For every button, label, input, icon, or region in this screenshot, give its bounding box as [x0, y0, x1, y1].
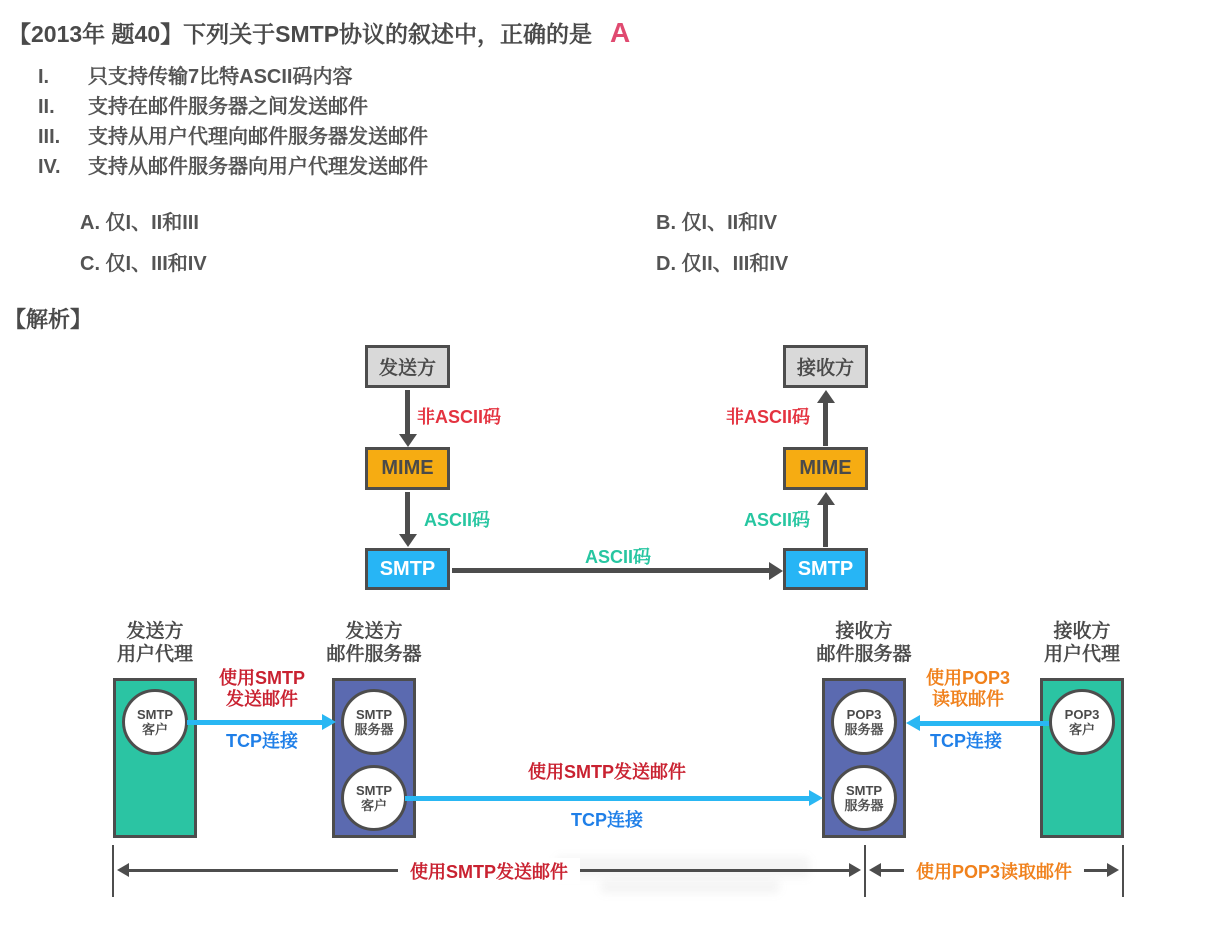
ua-to-pop3-arrow-shaft	[919, 721, 1049, 726]
pop3-client-circle-line2: 客户	[1068, 722, 1095, 737]
smtp-span-arrow	[117, 862, 861, 882]
smtp-client-circle-ua-line1: SMTP	[136, 707, 174, 722]
tcp-connection-label-2: TCP连接	[571, 810, 643, 830]
smtp-box-right: SMTP	[783, 548, 868, 590]
server-to-server-arrow-shaft	[405, 796, 810, 801]
use-pop3-read-label-line2: 读取邮件	[932, 689, 1004, 709]
statement-2-text: 支持在邮件服务器之间发送邮件	[88, 96, 368, 118]
statement-3-numeral: III.	[38, 126, 61, 148]
receiver-ua-label-line2: 用户代理	[1043, 644, 1120, 665]
smtp-server-circle-sender-line2: 服务器	[354, 722, 394, 737]
question-title	[8, 16, 630, 49]
receiver-mail-server-label	[794, 620, 934, 666]
option-c: C. 仅I、III和IV	[80, 253, 207, 275]
arrow-sender-to-mime-shaft	[405, 390, 410, 435]
smtp-server-circle-sender	[341, 689, 407, 755]
ascii-label-left: ASCII码	[424, 510, 491, 530]
sender-box: 发送方	[365, 345, 450, 388]
non-ascii-label-left: 非ASCII码	[417, 407, 502, 427]
pop3-client-circle-line1: POP3	[1064, 707, 1100, 722]
pop3-client-circle	[1049, 689, 1115, 755]
statement-2	[38, 92, 428, 122]
statement-1-numeral: I.	[38, 66, 50, 88]
ua-to-server-arrow-shaft	[187, 720, 323, 725]
pop3-server-circle-line2: 服务器	[844, 722, 884, 737]
span-tick-left	[112, 845, 114, 897]
use-pop3-read-label-line1: 使用POP3	[925, 668, 1011, 688]
pop3-server-circle	[831, 689, 897, 755]
smtp-client-circle-sender-line1: SMTP	[355, 783, 393, 798]
receiver-mail-server-label-line2: 邮件服务器	[816, 644, 912, 665]
option-a: A. 仅I、II和III	[80, 212, 199, 234]
use-smtp-send-label-1-line1: 使用SMTP	[218, 668, 306, 688]
statement-3-text: 支持从用户代理向邮件服务器发送邮件	[88, 126, 428, 148]
use-pop3-read-label	[926, 668, 1010, 710]
receiver-box: 接收方	[783, 345, 868, 388]
arrow-down-icon	[399, 534, 417, 547]
smtp-client-circle-ua-line2: 客户	[141, 722, 168, 737]
arrow-right-icon	[809, 790, 823, 806]
arrow-mime-to-smtp-shaft	[405, 492, 410, 535]
non-ascii-label-right: 非ASCII码	[726, 407, 811, 427]
span-tick-right	[1122, 845, 1124, 897]
span-tick-middle	[864, 845, 866, 897]
mime-box-left: MIME	[365, 447, 450, 490]
sender-mail-server-label-line2: 邮件服务器	[326, 644, 422, 665]
tcp-connection-label-1: TCP连接	[226, 731, 298, 751]
arrow-smtp-to-mime-shaft	[823, 504, 828, 547]
receiver-mail-server-label-line1: 接收方	[835, 621, 893, 642]
receiver-ua-label	[1012, 620, 1152, 666]
arrow-right-icon	[849, 863, 861, 877]
option-b: B. 仅I、II和IV	[656, 212, 778, 234]
smtp-span-label: 使用SMTP发送邮件	[398, 858, 580, 884]
watermark-smudge	[600, 880, 780, 894]
statement-1-text: 只支持传输7比特ASCII码内容	[88, 66, 353, 88]
arrow-right-icon	[1107, 863, 1119, 877]
smtp-client-circle-ua	[122, 689, 188, 755]
use-smtp-send-label-2: 使用SMTP发送邮件	[527, 762, 687, 782]
sender-ua-label-line2: 用户代理	[116, 644, 193, 665]
sender-ua-label	[85, 620, 225, 666]
statement-3	[38, 122, 428, 152]
sender-mail-server-label	[304, 620, 444, 666]
statement-4	[38, 152, 428, 182]
analysis-heading: 【解析】	[4, 307, 93, 332]
arrow-mime-to-receiver-shaft	[823, 402, 828, 446]
smtp-server-circle-receiver-line1: SMTP	[845, 783, 883, 798]
smtp-server-circle-receiver-line2: 服务器	[844, 798, 884, 813]
mime-box-right: MIME	[783, 447, 868, 490]
receiver-ua-label-line1: 接收方	[1053, 621, 1111, 642]
sender-ua-label-line1: 发送方	[126, 621, 184, 642]
smtp-server-circle-receiver	[831, 765, 897, 831]
pop3-span-label: 使用POP3读取邮件	[904, 858, 1084, 884]
statement-4-text: 支持从邮件服务器向用户代理发送邮件	[88, 156, 428, 178]
smtp-client-circle-sender-line2: 客户	[360, 798, 387, 813]
arrow-down-icon	[399, 434, 417, 447]
correct-answer-badge: A	[610, 16, 631, 48]
tcp-connection-label-3: TCP连接	[930, 731, 1002, 751]
statement-2-numeral: II.	[38, 96, 55, 118]
use-smtp-send-label-1-line2: 发送邮件	[225, 689, 298, 709]
statement-list	[38, 62, 428, 182]
smtp-server-circle-sender-line1: SMTP	[355, 707, 393, 722]
ascii-label-middle: ASCII码	[584, 547, 652, 567]
smtp-client-circle-sender	[341, 765, 407, 831]
smtp-box-left: SMTP	[365, 548, 450, 590]
question-title-text: 【2013年 题40】下列关于SMTP协议的叙述中，正确的是	[8, 21, 593, 47]
arrow-left-icon	[906, 715, 920, 731]
arrow-right-icon	[769, 562, 783, 580]
pop3-span-arrow	[869, 862, 1119, 882]
use-smtp-send-label-1	[219, 668, 305, 710]
statement-4-numeral: IV.	[38, 156, 61, 178]
sender-mail-server-label-line1: 发送方	[345, 621, 403, 642]
statement-1	[38, 62, 428, 92]
ascii-label-right: ASCII码	[744, 510, 811, 530]
option-d: D. 仅II、III和IV	[656, 253, 789, 275]
pop3-server-circle-line1: POP3	[846, 707, 882, 722]
arrow-right-icon	[322, 714, 336, 730]
